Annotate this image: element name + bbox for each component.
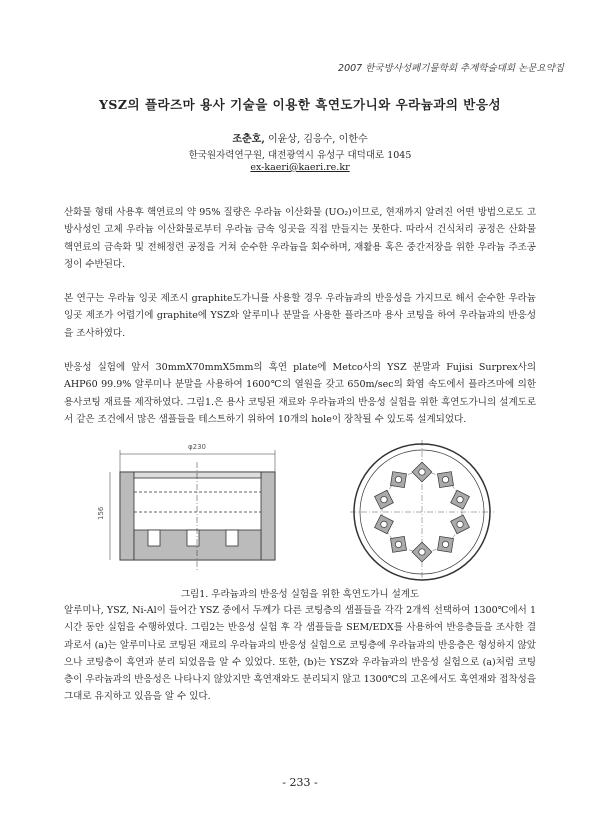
figure-caption: 그림1. 우라늄과의 반응성 실험을 위한 흑연도가니 설계도 — [180, 589, 420, 600]
crucible-design-figure — [60, 432, 540, 582]
paragraph-purpose: 본 연구는 우라늄 잉곳 제조시 graphite도가니를 사용할 경우 우라늄과의 반응성을 가지므로 해서 순수한 우라늄 잉곳 제조가 어렵기에 graphite에 YSZ와 알루미나 분말을 사용한 플라즈마 용사 코팅을 하여 우라늄과의 반응성을 조사하였다. — [64, 293, 536, 339]
sample-hole — [395, 476, 401, 482]
sample-hole — [419, 549, 425, 555]
first-author: 조춘호, — [232, 134, 265, 145]
paragraph-results: 알루미나, YSZ, Ni-Al이 들어간 YSZ 중에서 두께가 다른 코팅층의 샘플들을 각각 2개씩 선택하여 1300℃에서 1시간 동안 실험을 수행하였다. 그림2는 반응성 실험 후 각 샘플들을 SEM/EDX를 사용하여 반응층들을 조사한 결과로서 (a)는 알루미나로 코팅된 재료의 우라늄과의 반응성 실험으로 코팅층에 우라늄과의 반응층은 형성하지 않았으나 코팅층이 흑연과 분리 되었음을 알 수 있었다. 또한, (b)는 YSZ와 우라늄과의 반응성 실험으로 (a)처럼 코팅층이 우라늄과의 반응성은 나타나지 않았지만 흑연재와도 분리되지 않고 1300℃의 고온에서도 흑연재와 접착성을 그대로 유지하고 있음을 알 수 있다. — [64, 605, 536, 703]
paragraph-method: 반응성 실험에 앞서 30mmX70mmX5mm의 흑연 plate에 Metco사의 YSZ 분말과 Fujisi Surprex사의 AHP60 99.9% 알루미나 분말을 사용하여 1600℃의 열원을 갖고 650m/sec의 화염 속도에서 플라즈마에 의한 용사코팅 재료를 제작하였다. 그림1.은 용사 코팅된 재료와 우라늄과의 반응성 실험을 위한 흑연도가니의 설계도로서 같은 조건에서 많은 샘플들을 테스트하기 위하여 10개의 hole이 장착될 수 있도록 설계되었다. — [64, 362, 536, 425]
paper-title: YSZ의 플라즈마 용사 기술을 이용한 흑연도가니와 우라늄과의 반응성 — [98, 97, 502, 112]
contact-email[interactable]: ex-kaeri@kaeri.re.kr — [250, 162, 350, 173]
sample-hole — [442, 476, 448, 482]
paragraph-intro: 산화물 형태 사용후 핵연료의 약 95% 질량은 우라늄 이산화물 (UO₂)이므로, 현재까지 알려진 어떤 방법으로도 고방사성인 고체 우라늄 이산화물로부터 우라늄 금속 잉곳을 직접 만들지는 못한다. 따라서 건식처리 공정은 산화물 핵연료의 금속화 및 전해정련 공정을 거쳐 순수한 우라늄을 회수하며, 재활용 혹은 중간저장을 위한 우라늄 주조공정이 수반된다. — [64, 207, 536, 270]
proceedings-header: 2007 한국방사성폐기물학회 추계학술대회 논문요약집 — [338, 63, 564, 74]
sample-hole — [395, 541, 401, 547]
sample-hole — [419, 469, 425, 475]
co-authors: 이윤상, 김응수, 이한수 — [264, 134, 368, 145]
sample-hole — [381, 496, 387, 502]
affiliation: 한국원자력연구원, 대전광역시 유성구 대덕대로 1045 — [188, 150, 412, 161]
page-number: - 233 - — [282, 776, 318, 789]
height-dimension-label: 156 — [97, 506, 105, 520]
sample-hole — [442, 541, 448, 547]
sample-hole — [457, 496, 463, 502]
crucible-section-view — [110, 450, 275, 572]
sample-hole — [381, 521, 387, 527]
sample-hole — [457, 521, 463, 527]
diameter-dimension-label: φ230 — [188, 443, 206, 451]
author-list — [0, 130, 600, 145]
